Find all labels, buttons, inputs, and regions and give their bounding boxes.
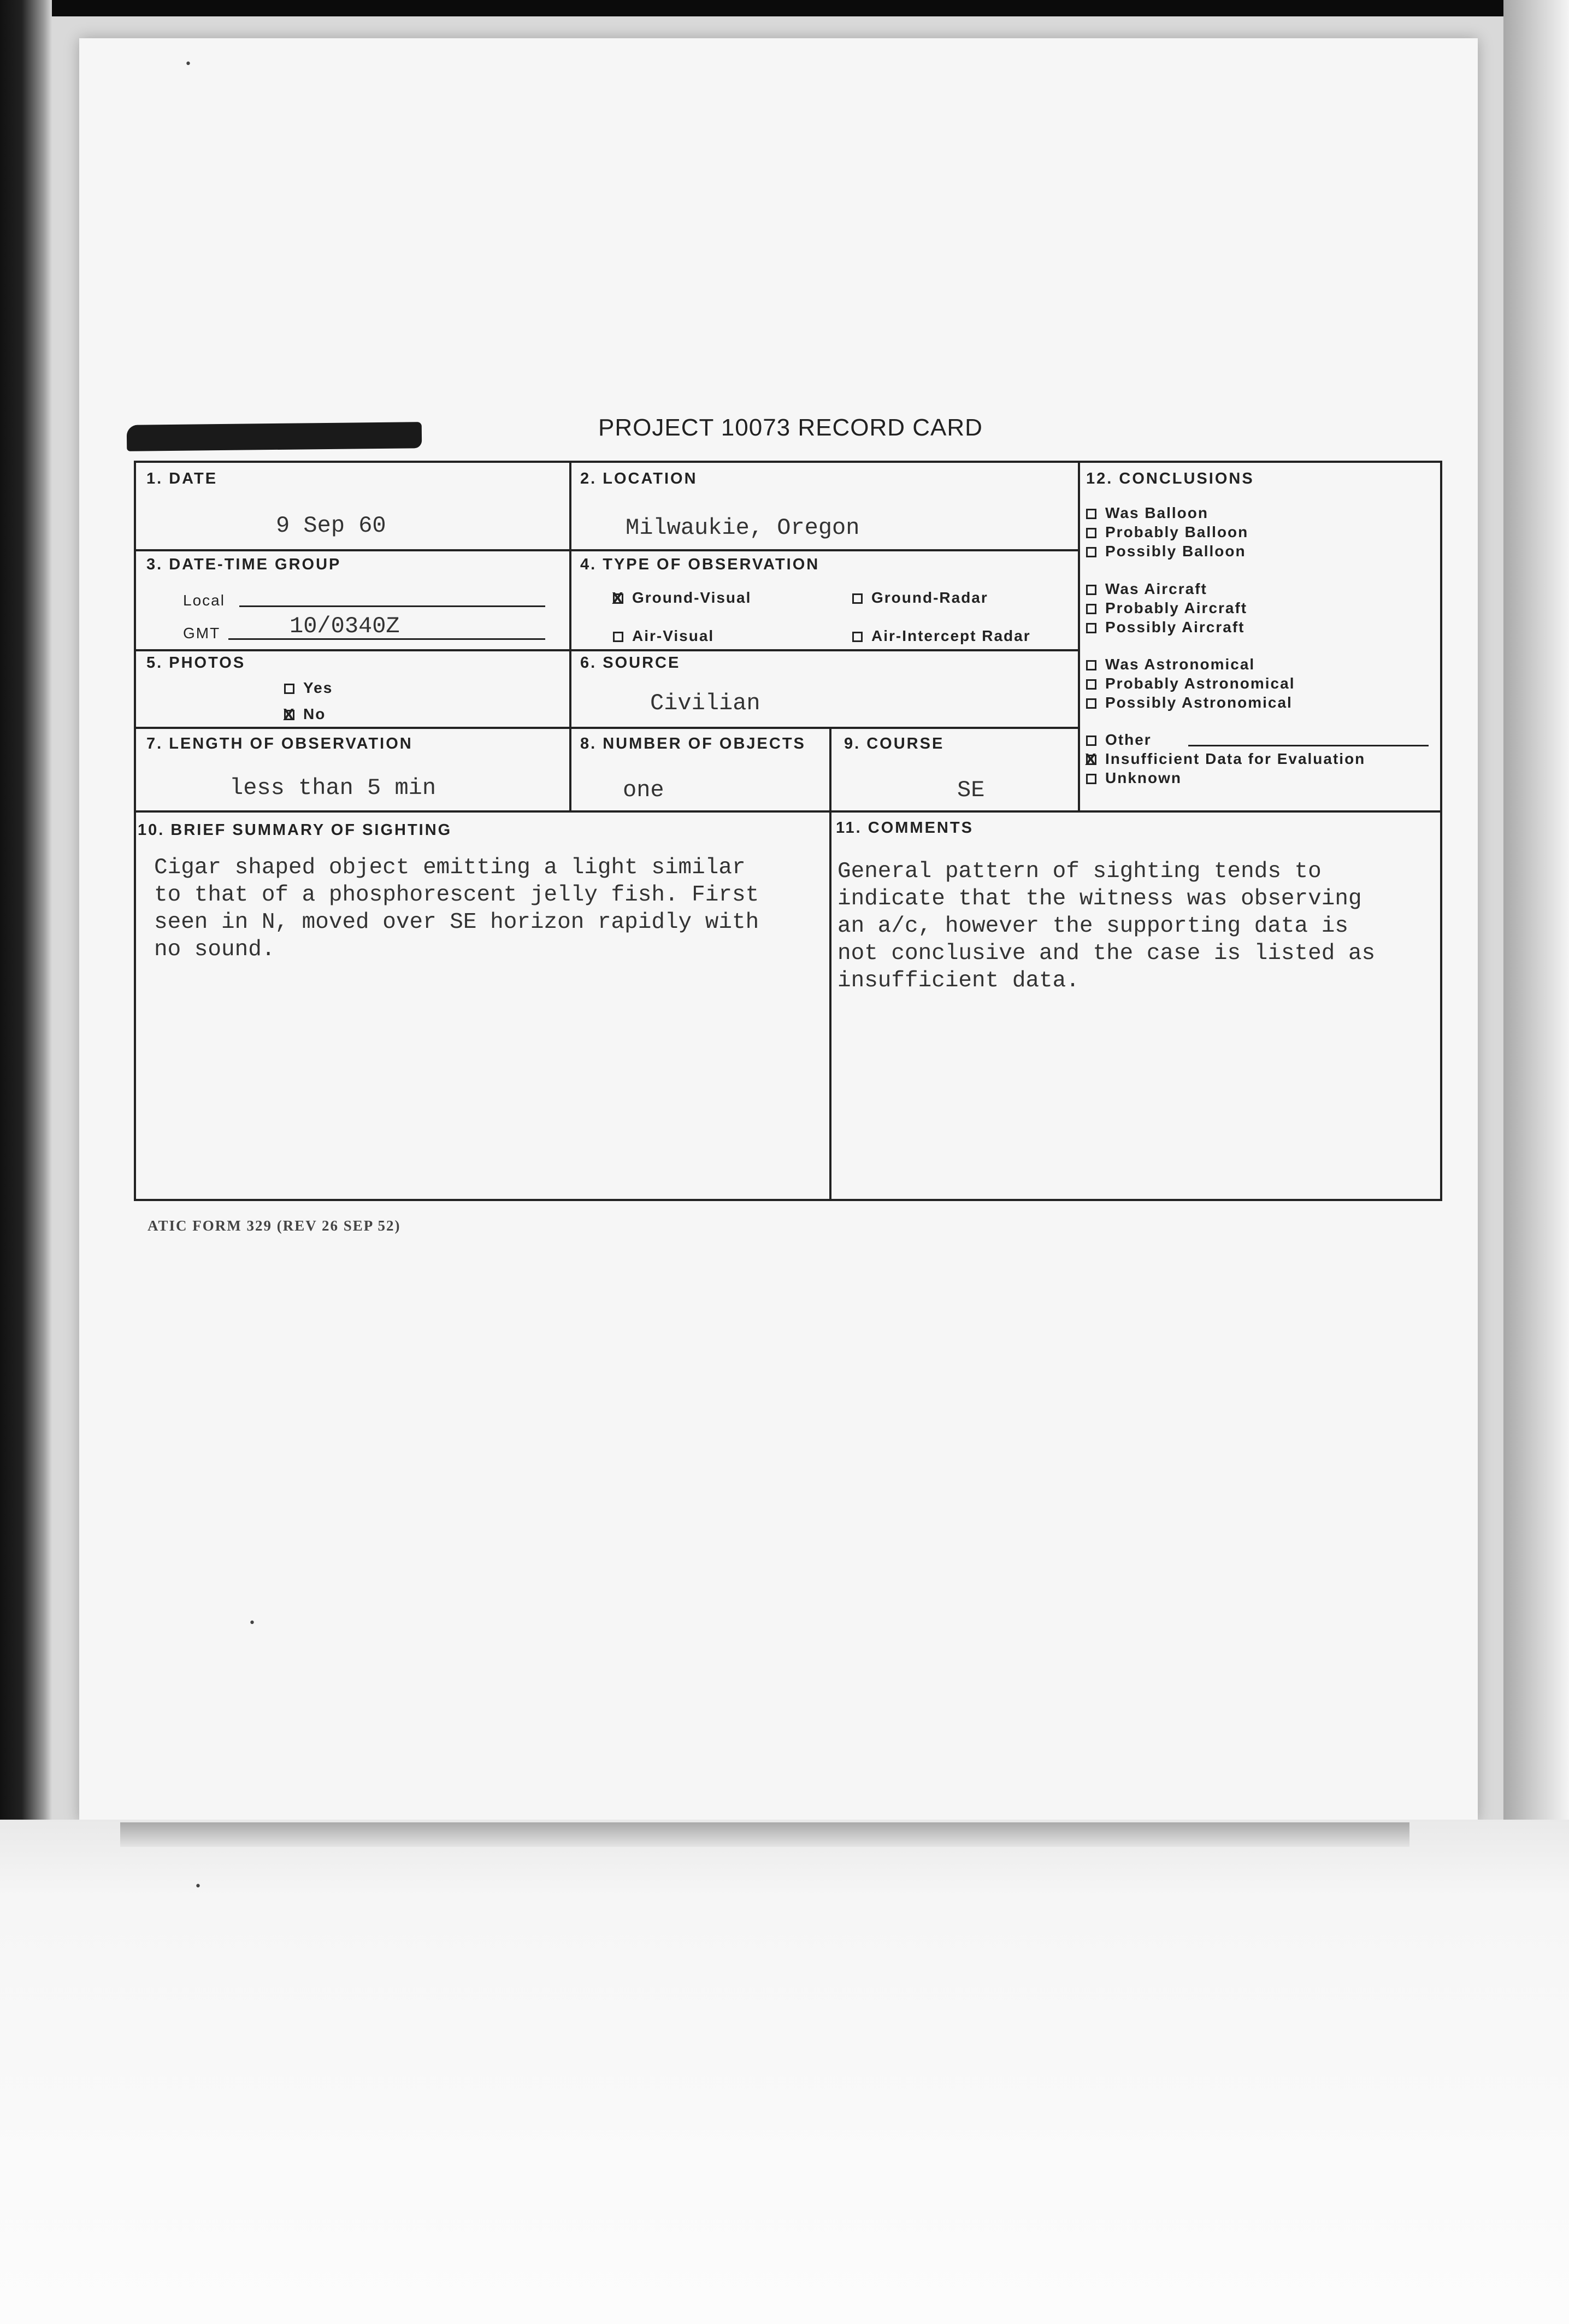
card-title: PROJECT 10073 RECORD CARD bbox=[598, 414, 983, 441]
conclusion-unknown[interactable]: Unknown bbox=[1086, 769, 1182, 787]
checkbox-checked[interactable] bbox=[613, 593, 623, 604]
film-border-left bbox=[0, 0, 52, 1820]
film-lower-area bbox=[0, 1820, 1569, 2324]
observation-type-label: 4. TYPE OF OBSERVATION bbox=[580, 556, 820, 573]
divider bbox=[135, 649, 1079, 651]
form-id: ATIC FORM 329 (REV 26 SEP 52) bbox=[148, 1217, 401, 1234]
divider bbox=[135, 549, 1079, 551]
speck: • bbox=[194, 1880, 202, 1893]
source-label: 6. SOURCE bbox=[580, 654, 681, 672]
date-value: 9 Sep 60 bbox=[276, 513, 386, 539]
film-border-top bbox=[0, 0, 1569, 16]
objects-value: one bbox=[623, 777, 664, 803]
checkbox[interactable] bbox=[1086, 623, 1096, 633]
checkbox[interactable] bbox=[1086, 698, 1096, 709]
conclusion-possibly-astronomical[interactable]: Possibly Astronomical bbox=[1086, 694, 1293, 711]
location-value: Milwaukie, Oregon bbox=[626, 515, 860, 541]
speck: • bbox=[185, 57, 192, 71]
checkbox[interactable] bbox=[1086, 679, 1096, 690]
comments-line: not conclusive and the case is listed as bbox=[837, 941, 1376, 966]
summary-text bbox=[154, 854, 759, 963]
checkbox[interactable] bbox=[852, 593, 863, 604]
checkbox-checked[interactable] bbox=[284, 710, 294, 720]
speck: • bbox=[249, 1616, 256, 1630]
divider bbox=[569, 462, 571, 811]
conclusion-probably-astronomical[interactable]: Probably Astronomical bbox=[1086, 675, 1295, 692]
checkbox[interactable] bbox=[1086, 585, 1096, 595]
conclusion-probably-balloon[interactable]: Probably Balloon bbox=[1086, 523, 1248, 541]
comments-line: insufficient data. bbox=[837, 968, 1080, 993]
comments-line: an a/c, however the supporting data is bbox=[837, 914, 1348, 939]
checkbox-checked[interactable] bbox=[1086, 755, 1096, 765]
summary-line: Cigar shaped object emitting a light similar bbox=[154, 855, 746, 880]
checkbox[interactable] bbox=[1086, 774, 1096, 784]
photos-label: 5. PHOTOS bbox=[146, 654, 246, 672]
checkbox[interactable] bbox=[1086, 528, 1096, 538]
course-value: SE bbox=[957, 777, 985, 803]
summary-line: no sound. bbox=[154, 937, 275, 962]
divider bbox=[135, 810, 1441, 813]
checkbox[interactable] bbox=[852, 632, 863, 642]
local-underline bbox=[239, 605, 545, 607]
conclusion-was-aircraft[interactable]: Was Aircraft bbox=[1086, 580, 1207, 598]
checkbox[interactable] bbox=[284, 684, 294, 694]
conclusion-possibly-aircraft[interactable]: Possibly Aircraft bbox=[1086, 619, 1244, 636]
divider bbox=[135, 727, 1079, 729]
comments-label: 11. COMMENTS bbox=[836, 819, 974, 837]
length-value: less than 5 min bbox=[229, 775, 437, 801]
local-label: Local bbox=[183, 592, 225, 609]
conclusions-label: 12. CONCLUSIONS bbox=[1086, 470, 1254, 487]
redaction-mark bbox=[127, 422, 422, 451]
comments-text bbox=[837, 858, 1375, 995]
photos-no[interactable]: XNo bbox=[284, 705, 326, 723]
conclusion-probably-aircraft[interactable]: Probably Aircraft bbox=[1086, 599, 1247, 617]
conclusion-was-balloon[interactable]: Was Balloon bbox=[1086, 504, 1208, 522]
date-time-group-label: 3. DATE-TIME GROUP bbox=[146, 556, 341, 573]
checkbox[interactable] bbox=[1086, 547, 1096, 557]
photos-yes[interactable]: Yes bbox=[284, 679, 333, 697]
obs-ground-radar[interactable]: Ground-Radar bbox=[852, 589, 988, 607]
course-label: 9. COURSE bbox=[844, 735, 945, 752]
gmt-value: 10/0340Z bbox=[290, 613, 400, 639]
checkbox[interactable] bbox=[613, 632, 623, 642]
summary-line: seen in N, moved over SE horizon rapidly with bbox=[154, 910, 759, 935]
other-underline bbox=[1188, 745, 1429, 746]
checkbox[interactable] bbox=[1086, 736, 1096, 746]
obs-air-intercept-radar[interactable]: Air-Intercept Radar bbox=[852, 627, 1031, 645]
divider bbox=[829, 727, 831, 1199]
conclusion-other[interactable]: Other bbox=[1086, 731, 1152, 749]
length-label: 7. LENGTH OF OBSERVATION bbox=[146, 735, 413, 752]
date-label: 1. DATE bbox=[146, 470, 218, 487]
obs-air-visual[interactable]: Air-Visual bbox=[613, 627, 714, 645]
obs-ground-visual[interactable]: XGround-Visual bbox=[613, 589, 751, 607]
conclusion-was-astronomical[interactable]: Was Astronomical bbox=[1086, 656, 1255, 673]
source-value: Civilian bbox=[650, 690, 760, 716]
summary-label: 10. BRIEF SUMMARY OF SIGHTING bbox=[138, 821, 452, 839]
checkbox[interactable] bbox=[1086, 604, 1096, 614]
objects-label: 8. NUMBER OF OBJECTS bbox=[580, 735, 806, 752]
location-label: 2. LOCATION bbox=[580, 470, 698, 487]
conclusion-possibly-balloon[interactable]: Possibly Balloon bbox=[1086, 543, 1246, 560]
checkbox[interactable] bbox=[1086, 660, 1096, 670]
sheet-shadow bbox=[120, 1822, 1409, 1847]
gmt-label: GMT bbox=[183, 625, 221, 642]
divider bbox=[1078, 462, 1080, 811]
comments-line: General pattern of sighting tends to bbox=[837, 859, 1322, 884]
summary-line: to that of a phosphorescent jelly fish. First bbox=[154, 882, 759, 908]
comments-line: indicate that the witness was observing bbox=[837, 886, 1362, 911]
checkbox[interactable] bbox=[1086, 509, 1096, 519]
film-border-right bbox=[1503, 0, 1569, 1820]
conclusion-insufficient-data[interactable]: XInsufficient Data for Evaluation bbox=[1086, 750, 1365, 768]
